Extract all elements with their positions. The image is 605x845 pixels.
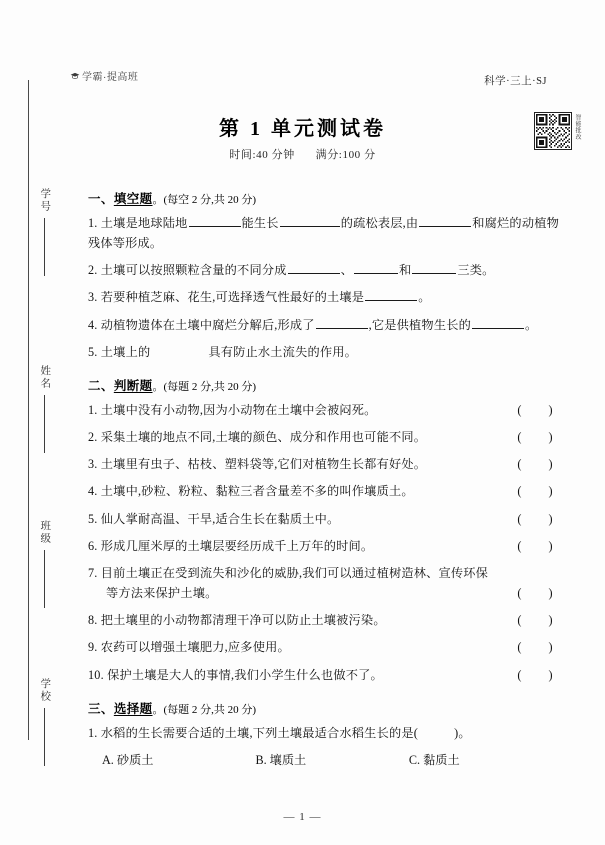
subject-line: 科学·三上·SJ: [484, 76, 547, 87]
answer-blank[interactable]: [354, 262, 398, 274]
answer-parentheses[interactable]: ( ): [517, 511, 565, 526]
answer-parentheses[interactable]: ( ): [517, 429, 565, 444]
answer-blank[interactable]: [472, 317, 524, 329]
question-text: 形成几厘米厚的土壤层要经历成千上万年的时间。: [100, 538, 374, 553]
question-item: [88, 537, 567, 557]
question-number: 4.: [88, 317, 98, 332]
answer-parentheses[interactable]: ( ): [517, 667, 565, 682]
qr-code-image[interactable]: [534, 112, 572, 150]
question-text: 。: [525, 317, 538, 332]
section-heading-fill-blanks: [88, 189, 567, 207]
question-item: [88, 261, 567, 281]
question-text: 采集土壤的地点不同,土壤的颜色、成分和作用也可能不同。: [100, 429, 427, 444]
answer-blank[interactable]: [280, 215, 340, 227]
question-item: [88, 666, 567, 686]
question-number: 5.: [88, 511, 98, 526]
question-number: 9.: [88, 640, 98, 655]
question-item: [88, 455, 567, 475]
section-index: 二、: [88, 378, 114, 393]
question-item: [88, 482, 567, 502]
question-text: 和腐烂的动植物残体等形成。: [88, 216, 559, 250]
question-text: 。: [418, 290, 431, 305]
question-number: 4.: [88, 484, 98, 499]
qr-matrix-icon: [536, 114, 570, 148]
question-item: [88, 214, 567, 254]
margin-field-xuehao: [26, 188, 62, 276]
question-item: [88, 316, 567, 336]
question-text: 土壤里有虫子、枯枝、塑料袋等,它们对植物生长都有好处。: [100, 457, 427, 472]
question-text: 保护土壤是大人的事情,我们小学生什么也做不了。: [107, 667, 383, 682]
section-points: 。(每题 2 分,共 20 分): [152, 703, 257, 716]
question-item: [88, 638, 567, 658]
margin-writing-line: [44, 708, 45, 766]
section-heading-multiple-choice: [88, 699, 567, 717]
question-text-tail: )。: [454, 725, 471, 740]
option-c[interactable]: C. 黏质土: [408, 752, 460, 767]
brand-text: 学霸·提高班: [82, 72, 139, 83]
margin-label-banji: 班级: [39, 520, 51, 545]
margin-field-xuexiao: [26, 678, 62, 766]
question-number: 7.: [88, 566, 98, 581]
margin-label-xuehao: 学号: [39, 188, 51, 213]
section-kind: 填空题: [113, 192, 153, 206]
exam-full-score: 满分:100 分: [315, 149, 376, 161]
question-item: [88, 611, 567, 631]
margin-writing-line: [44, 395, 45, 453]
question-text: 、: [340, 263, 353, 278]
margin-label-xingming: 姓名: [39, 365, 51, 390]
answer-blank[interactable]: [365, 290, 417, 302]
question-text: 目前土壤正在受到流失和沙化的威胁,我们可以通过植树造林、宣传环保: [100, 566, 489, 581]
question-number: 1.: [88, 216, 98, 230]
answer-parentheses[interactable]: ( ): [517, 538, 565, 553]
question-text: 土壤可以按照颗粒含量的不同分成: [100, 263, 287, 278]
margin-label-xuexiao: 学校: [39, 678, 51, 703]
answer-parentheses[interactable]: ( ): [517, 402, 565, 417]
section-points: 。(每题 2 分,共 20 分): [152, 380, 257, 393]
question-text: 土壤中没有小动物,因为小动物在土壤中会被闷死。: [100, 402, 377, 417]
question-text: 的疏松表层,由: [340, 216, 419, 230]
question-text: 把土壤里的小动物都清理干净可以防止土壤被污染。: [100, 613, 386, 628]
graduation-cap-icon: [70, 72, 80, 80]
margin-field-banji: [26, 520, 62, 608]
option-b[interactable]: B. 壤质土: [255, 752, 307, 767]
question-item: [88, 564, 567, 604]
question-text: 农药可以增强土壤肥力,应多使用。: [100, 640, 290, 655]
question-number: 2.: [88, 429, 98, 444]
answer-gap[interactable]: [418, 726, 454, 740]
answer-parentheses[interactable]: ( ): [517, 457, 565, 472]
exam-duration: 时间:40 分钟: [229, 149, 295, 161]
question-text: 仙人掌耐高温、干旱,适合生长在黏质土中。: [100, 511, 340, 526]
qr-caption: 智能批改: [574, 114, 580, 140]
page-number: — 1 —: [283, 811, 322, 823]
question-item: [88, 724, 567, 744]
section-kind: 选择题: [113, 701, 153, 716]
question-number: 5.: [88, 344, 98, 359]
question-text: 土壤上的: [100, 344, 151, 359]
question-number: 1.: [88, 725, 98, 740]
question-number: 3.: [88, 457, 98, 472]
answer-parentheses[interactable]: ( ): [517, 613, 565, 628]
margin-writing-line: [44, 550, 45, 608]
answer-blank[interactable]: [189, 215, 241, 227]
answer-parentheses[interactable]: ( ): [517, 484, 565, 499]
answer-blank[interactable]: [288, 262, 340, 274]
exam-meta: [0, 146, 605, 162]
question-number: 2.: [88, 263, 98, 278]
question-text: 三类。: [457, 263, 495, 278]
question-text: 若要种植芝麻、花生,可选择透气性最好的土壤是: [100, 290, 365, 305]
question-text: 动植物遗体在土壤中腐烂分解后,形成了: [100, 317, 315, 332]
question-text: 能生长: [241, 216, 279, 230]
brand-mark: [70, 68, 138, 83]
question-text: ,它是供植物生长的: [368, 317, 471, 332]
question-number: 8.: [88, 613, 98, 628]
question-number: 10.: [88, 667, 104, 682]
question-item: [88, 288, 567, 308]
question-number: 1.: [88, 402, 98, 417]
answer-blank[interactable]: [316, 317, 368, 329]
question-text: 土壤是地球陆地: [100, 216, 188, 230]
section-kind: 判断题: [113, 378, 153, 393]
qr-code-block[interactable]: [534, 112, 580, 150]
exam-content: [88, 176, 567, 772]
question-text: 土壤中,砂粒、粉粒、黏粒三者含量差不多的叫作壤质土。: [100, 484, 414, 499]
question-item: [88, 401, 567, 421]
margin-writing-line: [44, 218, 45, 276]
section-index: 三、: [88, 701, 114, 716]
margin-field-xingming: [26, 365, 62, 453]
question-text: 水稻的生长需要合适的土壤,下列土壤最适合水稻生长的是(: [100, 725, 418, 740]
question-text: 具有防止水土流失的作用。: [208, 344, 358, 359]
question-item: [88, 343, 567, 363]
answer-parentheses[interactable]: ( ): [517, 640, 565, 655]
section-index: 一、: [88, 192, 114, 206]
option-list: [88, 751, 567, 768]
question-item: [88, 428, 567, 448]
answer-blank[interactable]: [412, 262, 456, 274]
section-points: 。(每空 2 分,共 20 分): [152, 194, 257, 206]
question-text-line2: 等方法来保护土壤。: [106, 585, 218, 600]
question-text: 和: [399, 263, 412, 278]
answer-parentheses[interactable]: ( ): [517, 585, 565, 600]
answer-blank[interactable]: [419, 215, 471, 227]
answer-blank[interactable]: [151, 344, 207, 356]
question-number: 6.: [88, 538, 98, 553]
section-heading-true-false: [88, 376, 567, 394]
option-a[interactable]: A. 砂质土: [102, 752, 154, 767]
question-number: 3.: [88, 290, 98, 305]
student-info-margin: [26, 60, 62, 800]
page-title: 第 1 单元测试卷: [219, 118, 386, 140]
question-item: [88, 510, 567, 530]
